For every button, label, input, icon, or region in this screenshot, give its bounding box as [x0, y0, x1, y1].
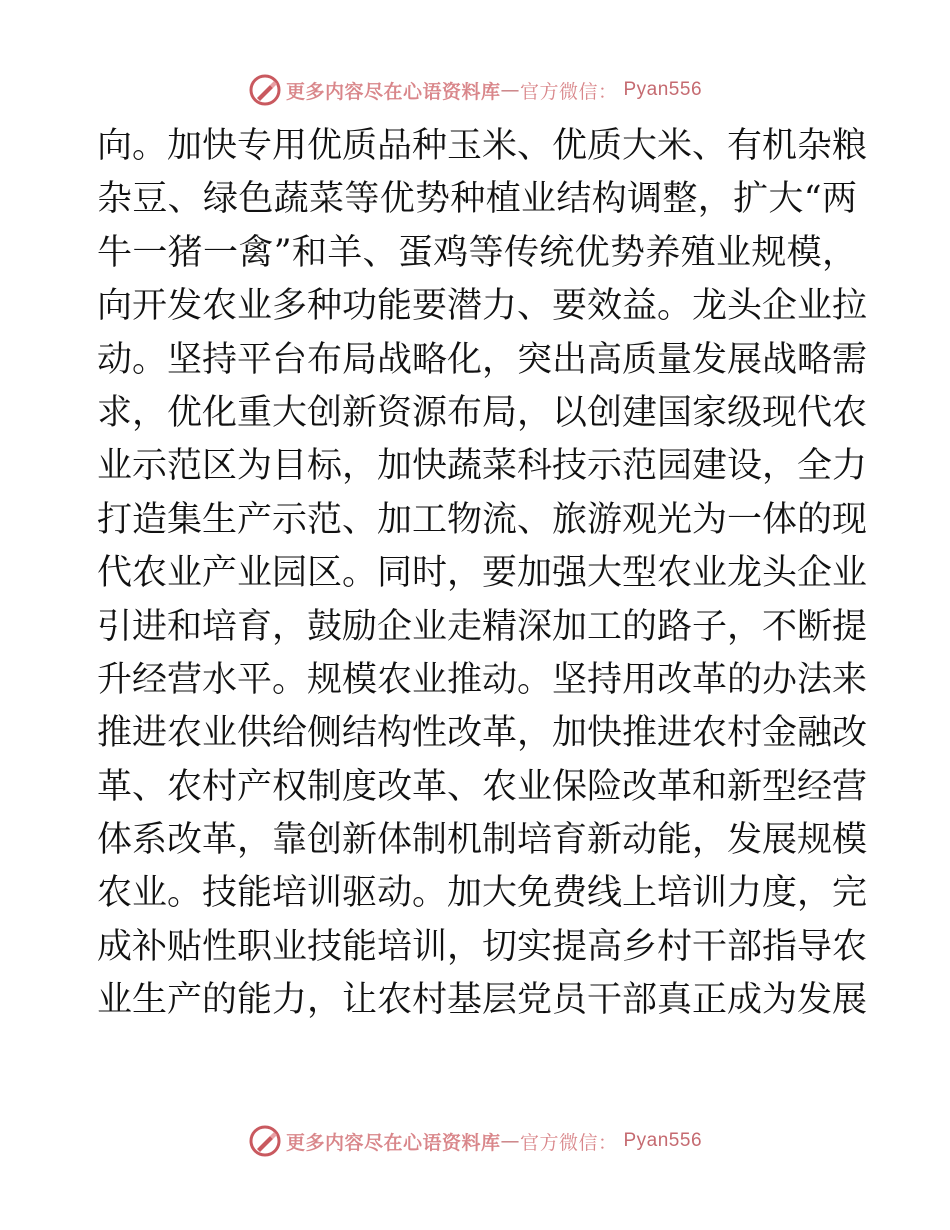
paragraph-line: 成补贴性职业技能培训，切实提高乡村干部指导农	[97, 926, 868, 967]
paragraph-line: 代农业产业园区。同时，要加强大型农业龙头企业	[97, 553, 868, 594]
paragraph-line: 业示范区为目标，加快蔬菜科技示范园建设，全力	[97, 446, 868, 487]
paragraph-line: 引进和培育，鼓励企业走精深加工的路子，不断提	[97, 606, 868, 647]
paragraph-line: 牛一猪一禽”和羊、蛋鸡等传统优势养殖业规模，	[97, 232, 857, 273]
watermark-wechat-label: 官方微信：	[519, 80, 618, 103]
body-paragraph	[97, 120, 868, 1028]
paragraph-line: 业生产的能力，让农村基层党员干部真正成为发展	[97, 980, 868, 1021]
paragraph-line: 动。坚持平台布局战略化，突出高质量发展战略需	[97, 339, 868, 380]
pen-logo-icon	[248, 1124, 282, 1158]
watermark-main-text: 更多内容尽在心语资料库	[285, 1131, 501, 1154]
paragraph-line: 打造集生产示范、加工物流、旅游观光为一体的现	[97, 499, 868, 540]
paragraph-line: 升经营水平。规模农业推动。坚持用改革的办法来	[97, 659, 868, 700]
header-watermark	[0, 70, 950, 110]
watermark-wechat-id: Pyan556	[623, 1130, 703, 1151]
paragraph-line: 杂豆、绿色蔬菜等优势种植业结构调整，扩大“两	[97, 179, 857, 220]
paragraph-line: 革、农村产权制度改革、农业保险改革和新型经营	[97, 766, 868, 807]
watermark-separator: —	[500, 79, 520, 101]
paragraph-line: 向开发农业多种功能要潜力、要效益。龙头企业拉	[97, 286, 868, 327]
paragraph-line: 求，优化重大创新资源布局，以创建国家级现代农	[97, 392, 868, 433]
watermark-separator: —	[500, 1130, 520, 1152]
watermark-wechat-label: 官方微信：	[519, 1131, 618, 1154]
paragraph-line: 向。加快专用优质品种玉米、优质大米、有机杂粮	[97, 126, 868, 166]
watermark-main-text: 更多内容尽在心语资料库	[285, 80, 501, 103]
paragraph-line: 农业。技能培训驱动。加大免费线上培训力度，完	[97, 873, 868, 914]
footer-watermark	[0, 1121, 950, 1161]
watermark-wechat-id: Pyan556	[623, 79, 703, 100]
paragraph-line: 体系改革，靠创新体制机制培育新动能，发展规模	[97, 820, 868, 861]
paragraph-line: 推进农业供给侧结构性改革，加快推进农村金融改	[97, 713, 868, 754]
pen-logo-icon	[248, 73, 282, 107]
